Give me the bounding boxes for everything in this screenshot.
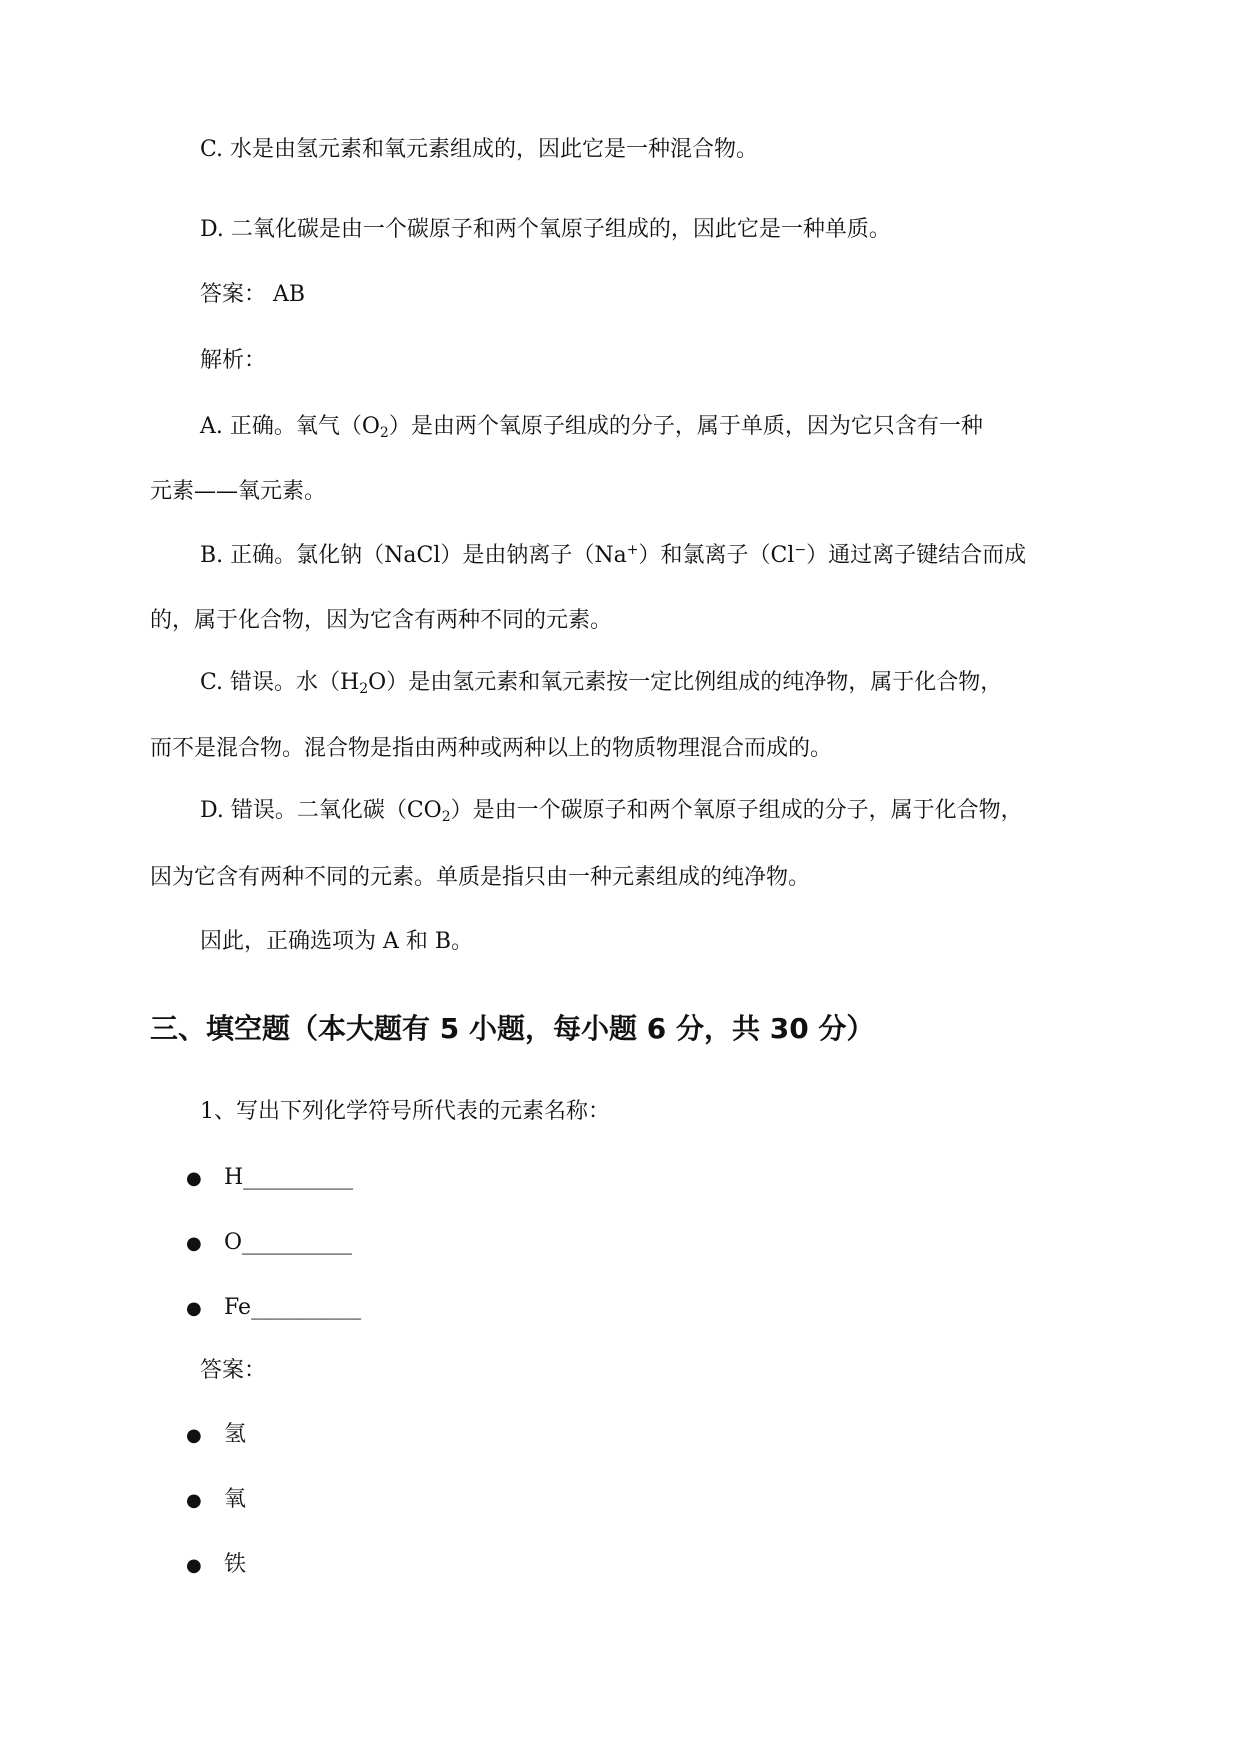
answer-label: 答案： — [200, 1358, 267, 1383]
question-1-prompt: 1、写出下列化学符号所代表的元素名称： — [200, 1099, 610, 1124]
answer-line: 答案： AB — [200, 282, 306, 307]
blank-item: ● O__________ — [186, 1227, 352, 1260]
analysis-d-cont: 因为它含有两种不同的元素。单质是指只由一种元素组成的纯净物。 — [150, 865, 811, 890]
analysis-b: B. 正确。氯化钠（NaCl）是由钠离子（Na+）和氯离子（Cl−）通过离子键结合而成 — [200, 542, 1027, 568]
option-c: C. 水是由氢元素和氧元素组成的，因此它是一种混合物。 — [200, 137, 759, 162]
option-d: D. 二氧化碳是由一个碳原子和两个氧原子组成的，因此它是一种单质。 — [200, 217, 891, 242]
analysis-d: D. 错误。二氧化碳$(CO_2)$是由一个碳原子和两个氧原子组成的分子，属于化合物， — [200, 798, 1023, 825]
analysis-c-cont: 而不是混合物。混合物是指由两种或两种以上的物质物理混合而成的。 — [150, 736, 833, 761]
conclusion: 因此，正确选项为 A 和 B。 — [200, 929, 474, 954]
analysis-a: A. 正确。氧气$(O_2)$是由两个氧原子组成的分子，属于单质，因为它只含有一种 — [200, 414, 983, 441]
bullet-icon: ● — [186, 1233, 202, 1254]
bullet-icon: ● — [186, 1168, 202, 1189]
bullet-icon: ● — [186, 1298, 202, 1319]
analysis-a-cont: 元素——氧元素。 — [150, 479, 327, 504]
answer-item: ● 氧 — [186, 1484, 246, 1517]
answer-item: ● 氢 — [186, 1419, 246, 1452]
analysis-b-cont: 的，属于化合物，因为它含有两种不同的元素。 — [150, 608, 613, 633]
section-heading: 三、填空题（本大题有 5 小题，每小题 6 分，共 30 分） — [150, 1012, 875, 1045]
analysis-label: 解析： — [200, 348, 267, 373]
bullet-icon: ● — [186, 1555, 202, 1576]
analysis-c: C. 错误。水$(H_2O)$是由氢元素和氧元素按一定比例组成的纯净物，属于化合物， — [200, 670, 1003, 697]
bullet-icon: ● — [186, 1490, 202, 1511]
answer-item: ● 铁 — [186, 1549, 246, 1582]
blank-item: ● Fe__________ — [186, 1292, 361, 1325]
blank-item: ● H__________ — [186, 1162, 353, 1195]
bullet-icon: ● — [186, 1425, 202, 1446]
